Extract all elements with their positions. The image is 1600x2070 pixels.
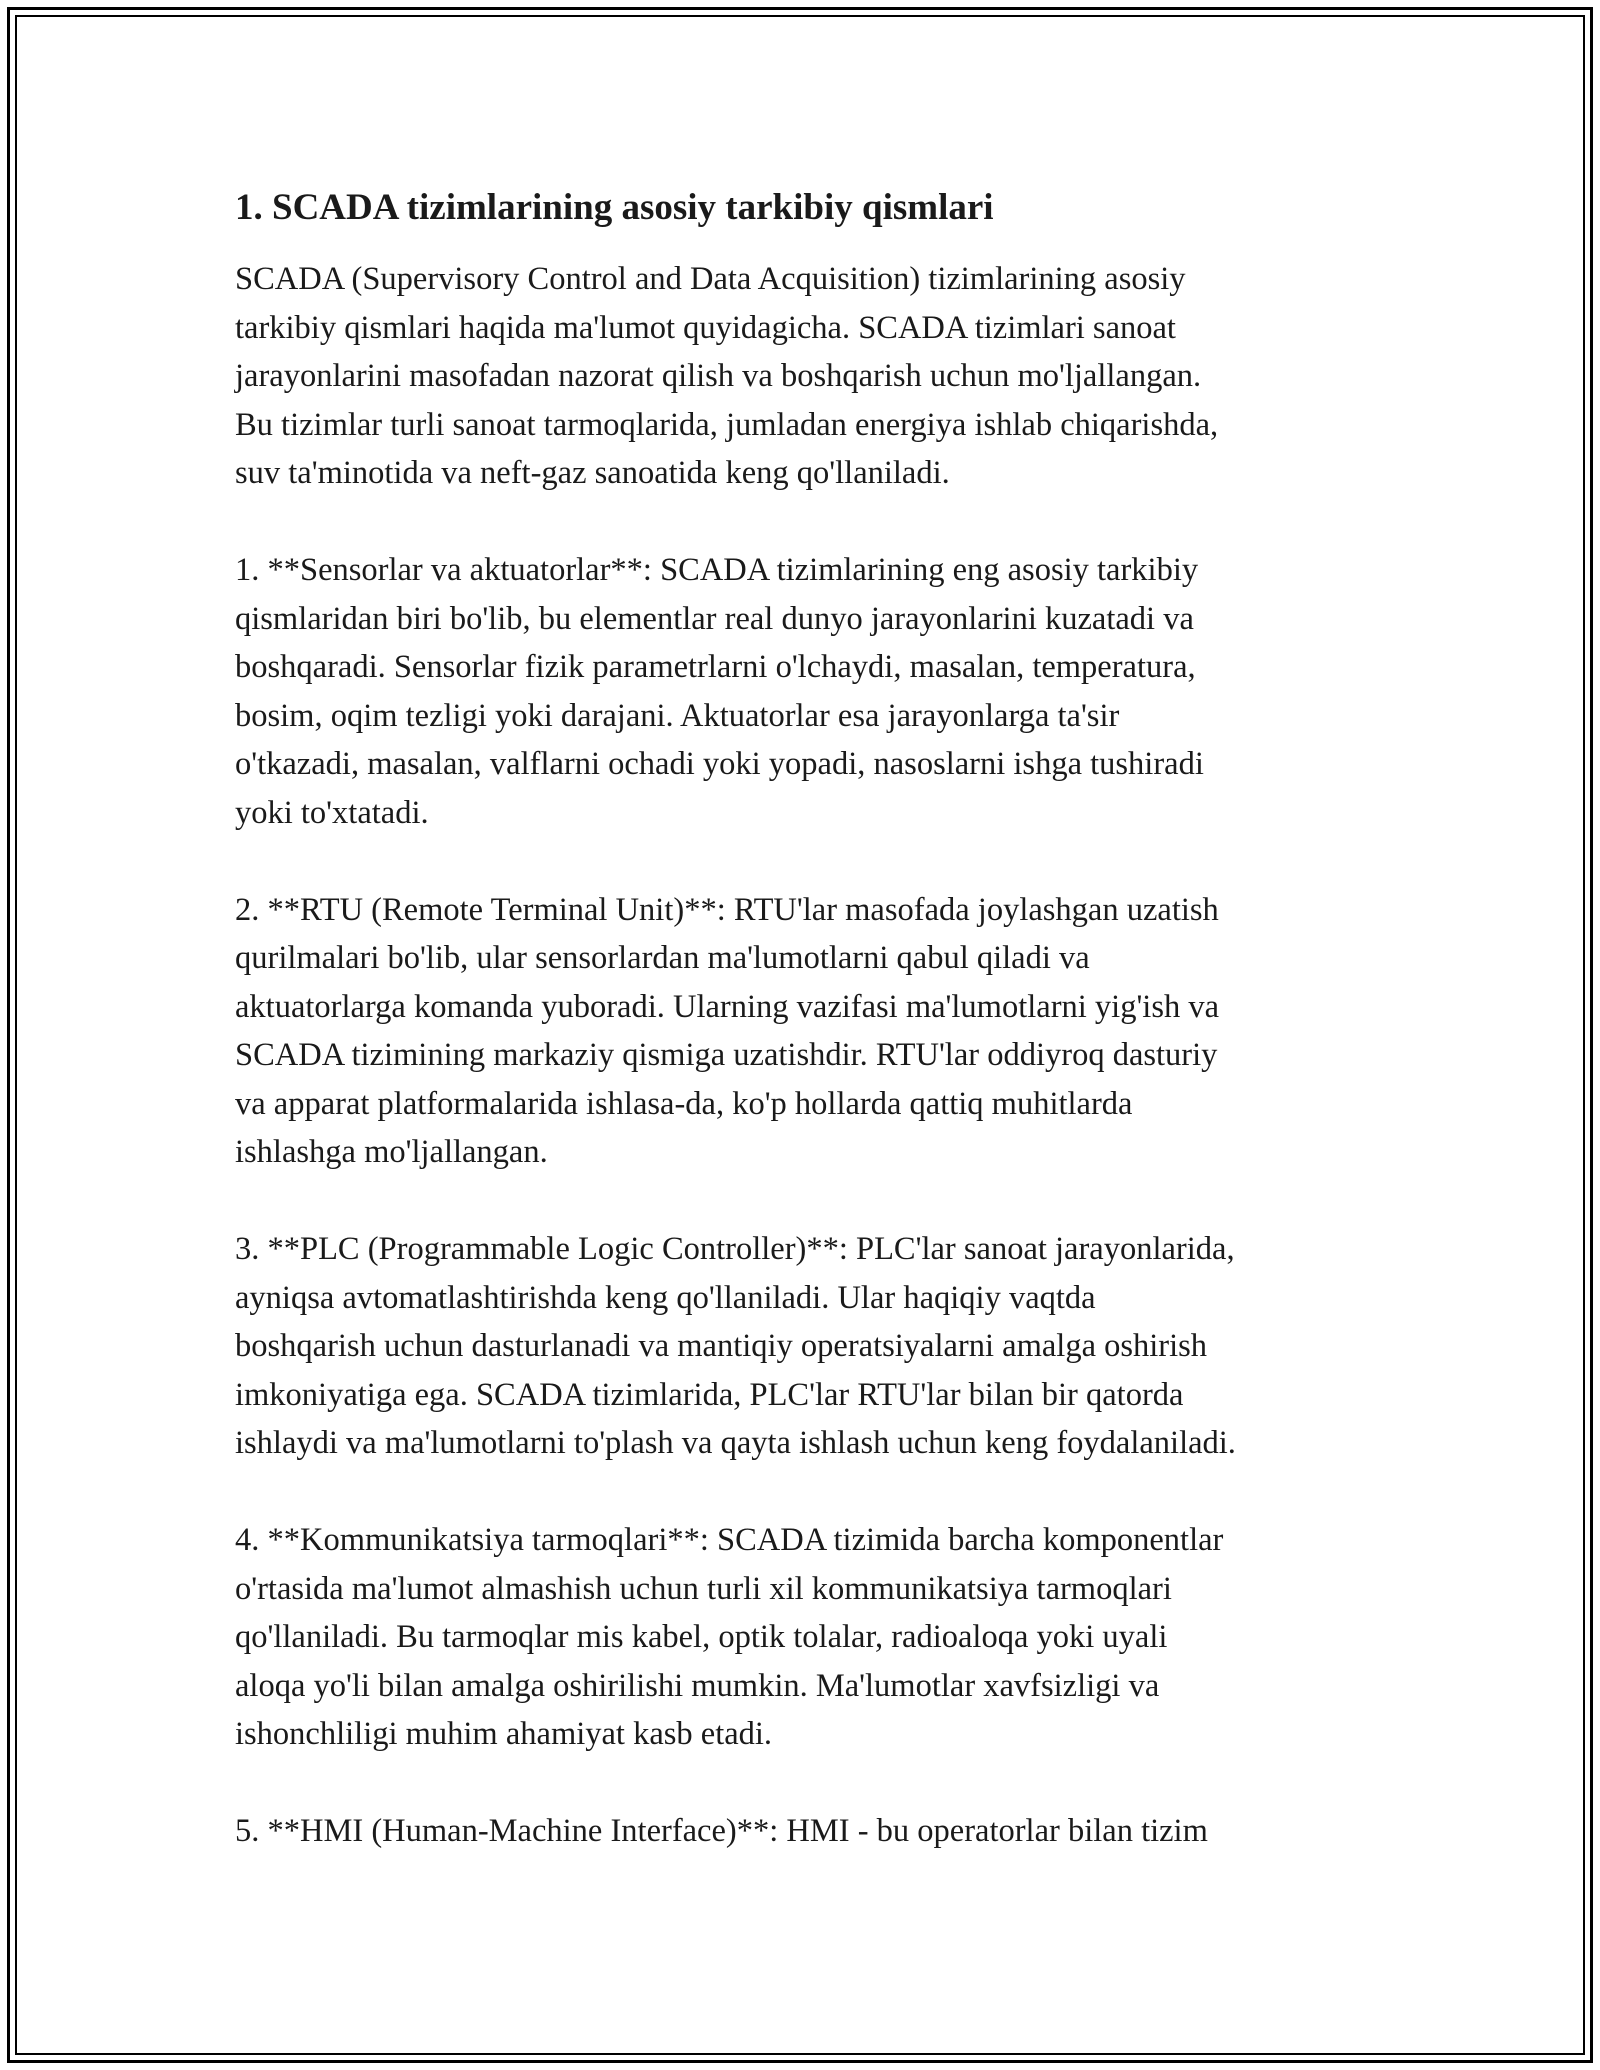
rtu-paragraph (235, 886, 1395, 1177)
text-line: Bu tizimlar turli sanoat tarmoqlarida, jumladan energiya ishlab chiqarishda, (235, 406, 1219, 443)
text-line: 2. **RTU (Remote Terminal Unit)**: RTU'lar masofada joylashgan uzatish (235, 891, 1219, 928)
text-line: qismlaridan biri bo'lib, bu elementlar real dunyo jarayonlarini kuzatadi va (235, 600, 1194, 637)
text-line: boshqaradi. Sensorlar fizik parametrlarni o'lchaydi, masalan, temperatura, (235, 649, 1196, 685)
plc-paragraph (235, 1225, 1395, 1468)
text-line: SCADA tizimining markaziy qismiga uzatishdir. RTU'lar oddiyroq dasturiy (235, 1037, 1218, 1073)
text-line: suv ta'minotida va neft-gaz sanoatida keng qo'llaniladi. (235, 455, 950, 491)
text-line: jarayonlarini masofadan nazorat qilish va boshqarish uchun mo'ljallangan. (235, 358, 1202, 394)
text-line: ishlashga mo'ljallangan. (235, 1134, 548, 1170)
text-line: yoki to'xtatadi. (235, 794, 429, 831)
text-line: 3. **PLC (Programmable Logic Controller)**: PLC'lar sanoat jarayonlarida, (235, 1231, 1235, 1267)
text-line: ayniqsa avtomatlashtirishda keng qo'llaniladi. Ular haqiqiy vaqtda (235, 1279, 1096, 1316)
hmi-paragraph (235, 1807, 1395, 1856)
text-line: o'tkazadi, masalan, valflarni ochadi yoki yopadi, nasoslarni ishga tushiradi (235, 746, 1204, 782)
text-line: 4. **Kommunikatsiya tarmoqlari**: SCADA tizimida barcha komponentlar (235, 1522, 1224, 1558)
text-line: boshqarish uchun dasturlanadi va mantiqiy operatsiyalarni amalga oshirish (235, 1328, 1208, 1364)
text-line: aktuatorlarga komanda yuboradi. Ularning vazifasi ma'lumotlarni yig'ish va (235, 988, 1220, 1025)
text-line: qo'llaniladi. Bu tarmoqlar mis kabel, optik tolalar, radioaloqa yoki uyali (235, 1619, 1168, 1655)
text-line: aloqa yo'li bilan amalga oshirilishi mumkin. Ma'lumotlar xavfsizligi va (235, 1667, 1160, 1704)
text-line: ishonchliligi muhim ahamiyat kasb etadi. (235, 1716, 773, 1752)
text-line: qurilmalari bo'lib, ular sensorlardan ma'lumotlarni qabul qiladi va (235, 940, 1090, 976)
communication-networks-paragraph (235, 1516, 1395, 1759)
intro-paragraph (235, 255, 1395, 498)
document-body (235, 185, 1395, 1904)
sensors-actuators-paragraph (235, 546, 1395, 837)
text-line: ishlaydi va ma'lumotlarni to'plash va qayta ishlash uchun keng foydalaniladi. (235, 1425, 1236, 1461)
document-title: 1. SCADA tizimlarining asosiy tarkibiy qismlari (235, 187, 994, 228)
text-line: bosim, oqim tezligi yoki darajani. Aktuatorlar esa jarayonlarga ta'sir (235, 697, 1120, 734)
text-line: 1. **Sensorlar va aktuatorlar**: SCADA tizimlarining eng asosiy tarkibiy (235, 552, 1199, 588)
text-line: va apparat platformalarida ishlasa-da, ko'p hollarda qattiq muhitlarda (235, 1085, 1133, 1122)
text-line: imkoniyatiga ega. SCADA tizimlarida, PLC'lar RTU'lar bilan bir qatorda (235, 1376, 1184, 1413)
text-line: tarkibiy qismlari haqida ma'lumot quyidagicha. SCADA tizimlari sanoat (235, 309, 1176, 346)
text-line: SCADA (Supervisory Control and Data Acquisition) tizimlarining asosiy (235, 261, 1186, 297)
text-line: 5. **HMI (Human-Machine Interface)**: HMI - bu operatorlar bilan tizim (235, 1813, 1208, 1849)
text-line: o'rtasida ma'lumot almashish uchun turli xil kommunikatsiya tarmoqlari (235, 1570, 1172, 1607)
